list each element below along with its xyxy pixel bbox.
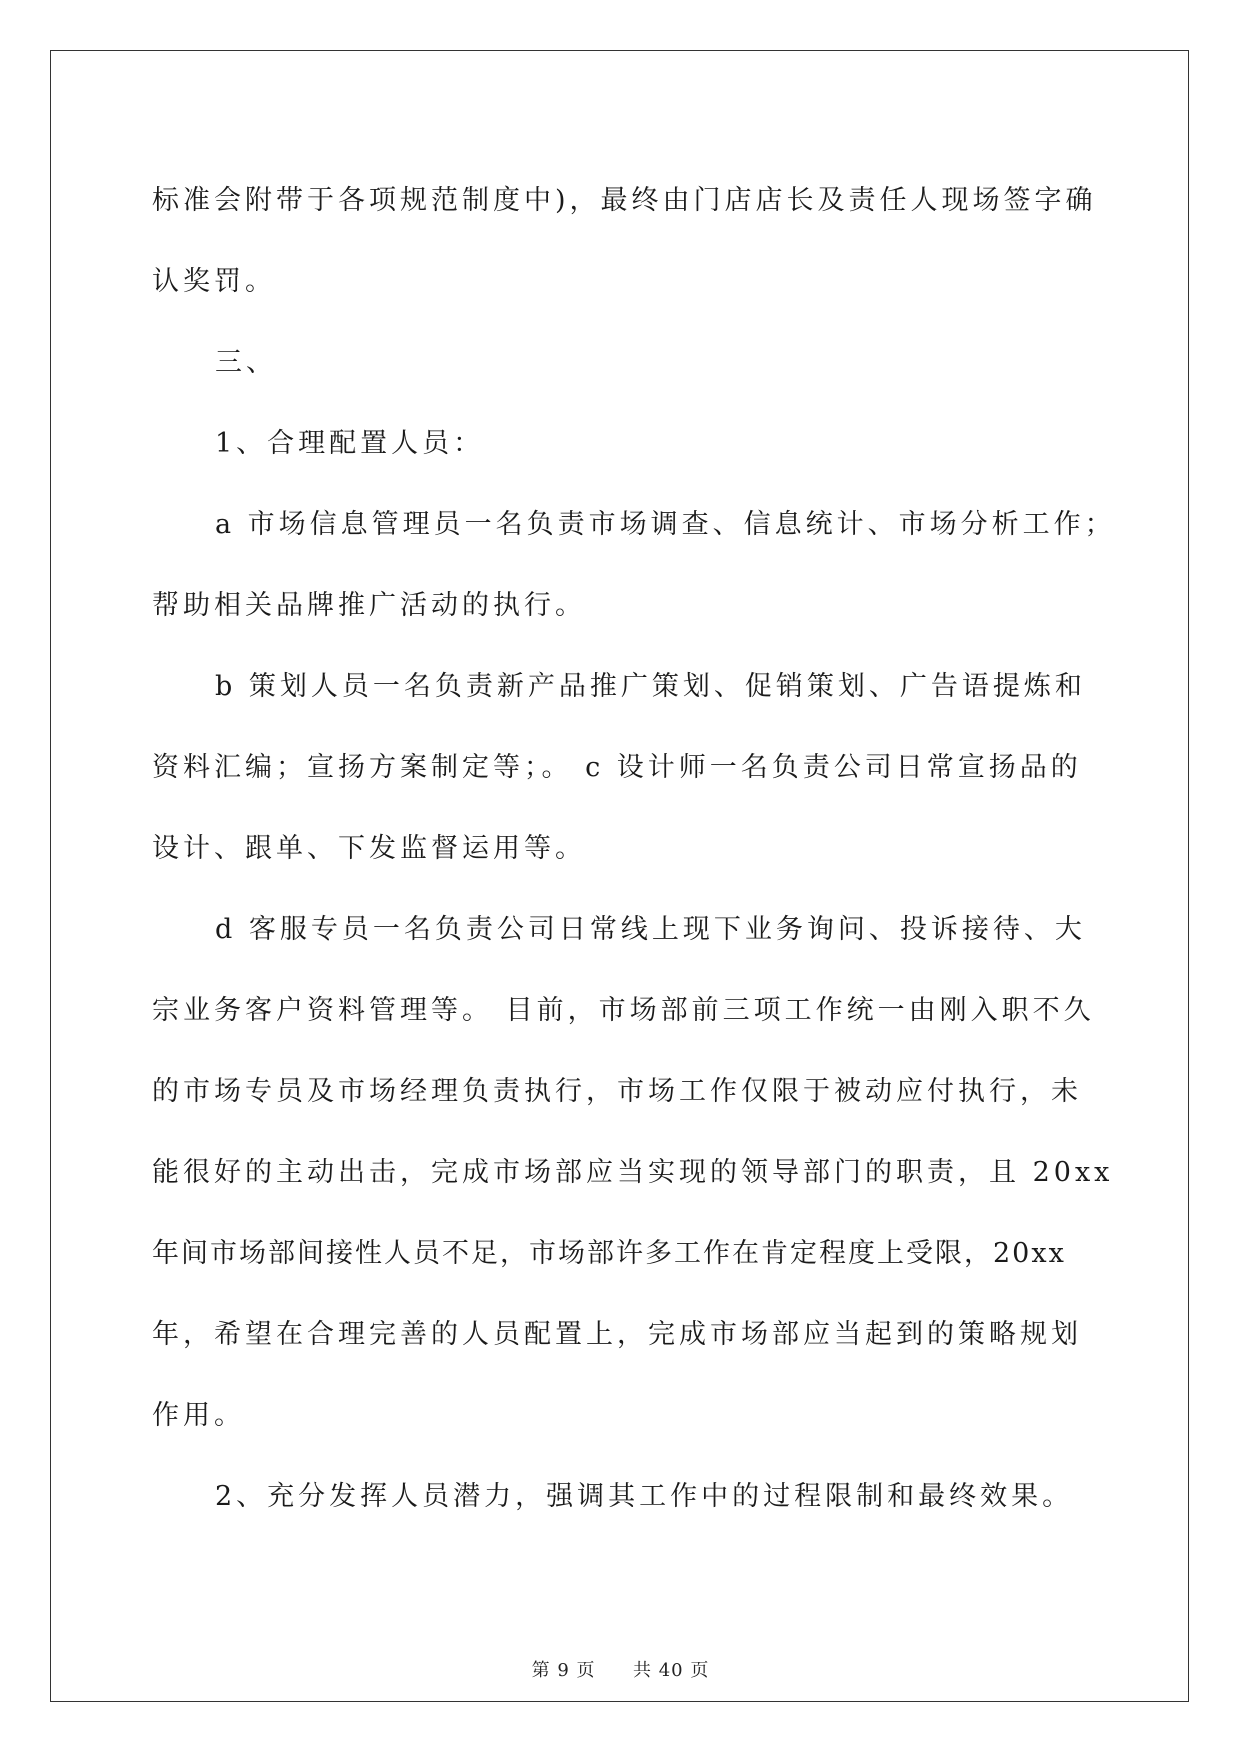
text-line: 帮助相关品牌推广活动的执行。: [152, 590, 586, 621]
text-line: 年间市场部间接性人员不足，市场部许多工作在肯定程度上受限，20xx: [152, 1238, 1066, 1269]
text-line: 1、合理配置人员：: [215, 428, 485, 459]
text-line: d 客服专员一名负责公司日常线上现下业务询问、投诉接待、大: [215, 914, 1086, 945]
text-line: 能很好的主动出击，完成市场部应当实现的领导部门的职责，且 20xx: [152, 1157, 1114, 1188]
text-line: 宗业务客户资料管理等。 目前，市场部前三项工作统一由刚入职不久: [152, 995, 1095, 1026]
text-line: 2、充分发挥人员潜力，强调其工作中的过程限制和最终效果。: [215, 1481, 1074, 1512]
paragraph-item-b-c: [152, 646, 1092, 889]
page-footer: [0, 1656, 1241, 1682]
paragraph-item-d: [152, 889, 1114, 1456]
paragraph-rules: [152, 160, 1097, 322]
text-line: 标准会附带于各项规范制度中)，最终由门店店长及责任人现场签字确: [152, 185, 1097, 216]
text-line: a 市场信息管理员一名负责市场调查、信息统计、市场分析工作；: [215, 509, 1116, 540]
section-heading-three: [152, 322, 1092, 403]
text-line: 的市场专员及市场经理负责执行，市场工作仅限于被动应付执行，未: [152, 1076, 1082, 1107]
subheading-potential: [152, 1456, 1092, 1537]
subheading-staffing: [152, 403, 1092, 484]
text-line: b 策划人员一名负责新产品推广策划、促销策划、广告语提炼和: [215, 671, 1086, 702]
page-number: 第 9 页: [531, 1660, 596, 1681]
text-line: 年，希望在合理完善的人员配置上，完成市场部应当起到的策略规划: [152, 1319, 1082, 1350]
paragraph-item-a: [152, 484, 1116, 646]
text-line: 三、: [215, 347, 277, 378]
text-line: 作用。: [152, 1400, 245, 1431]
page-total: 共 40 页: [633, 1660, 710, 1681]
text-line: 认奖罚。: [152, 266, 276, 297]
document-body: [152, 160, 1116, 1537]
text-line: 资料汇编；宣扬方案制定等；。 c 设计师一名负责公司日常宣扬品的: [152, 752, 1082, 783]
text-line: 设计、跟单、下发监督运用等。: [152, 833, 586, 864]
